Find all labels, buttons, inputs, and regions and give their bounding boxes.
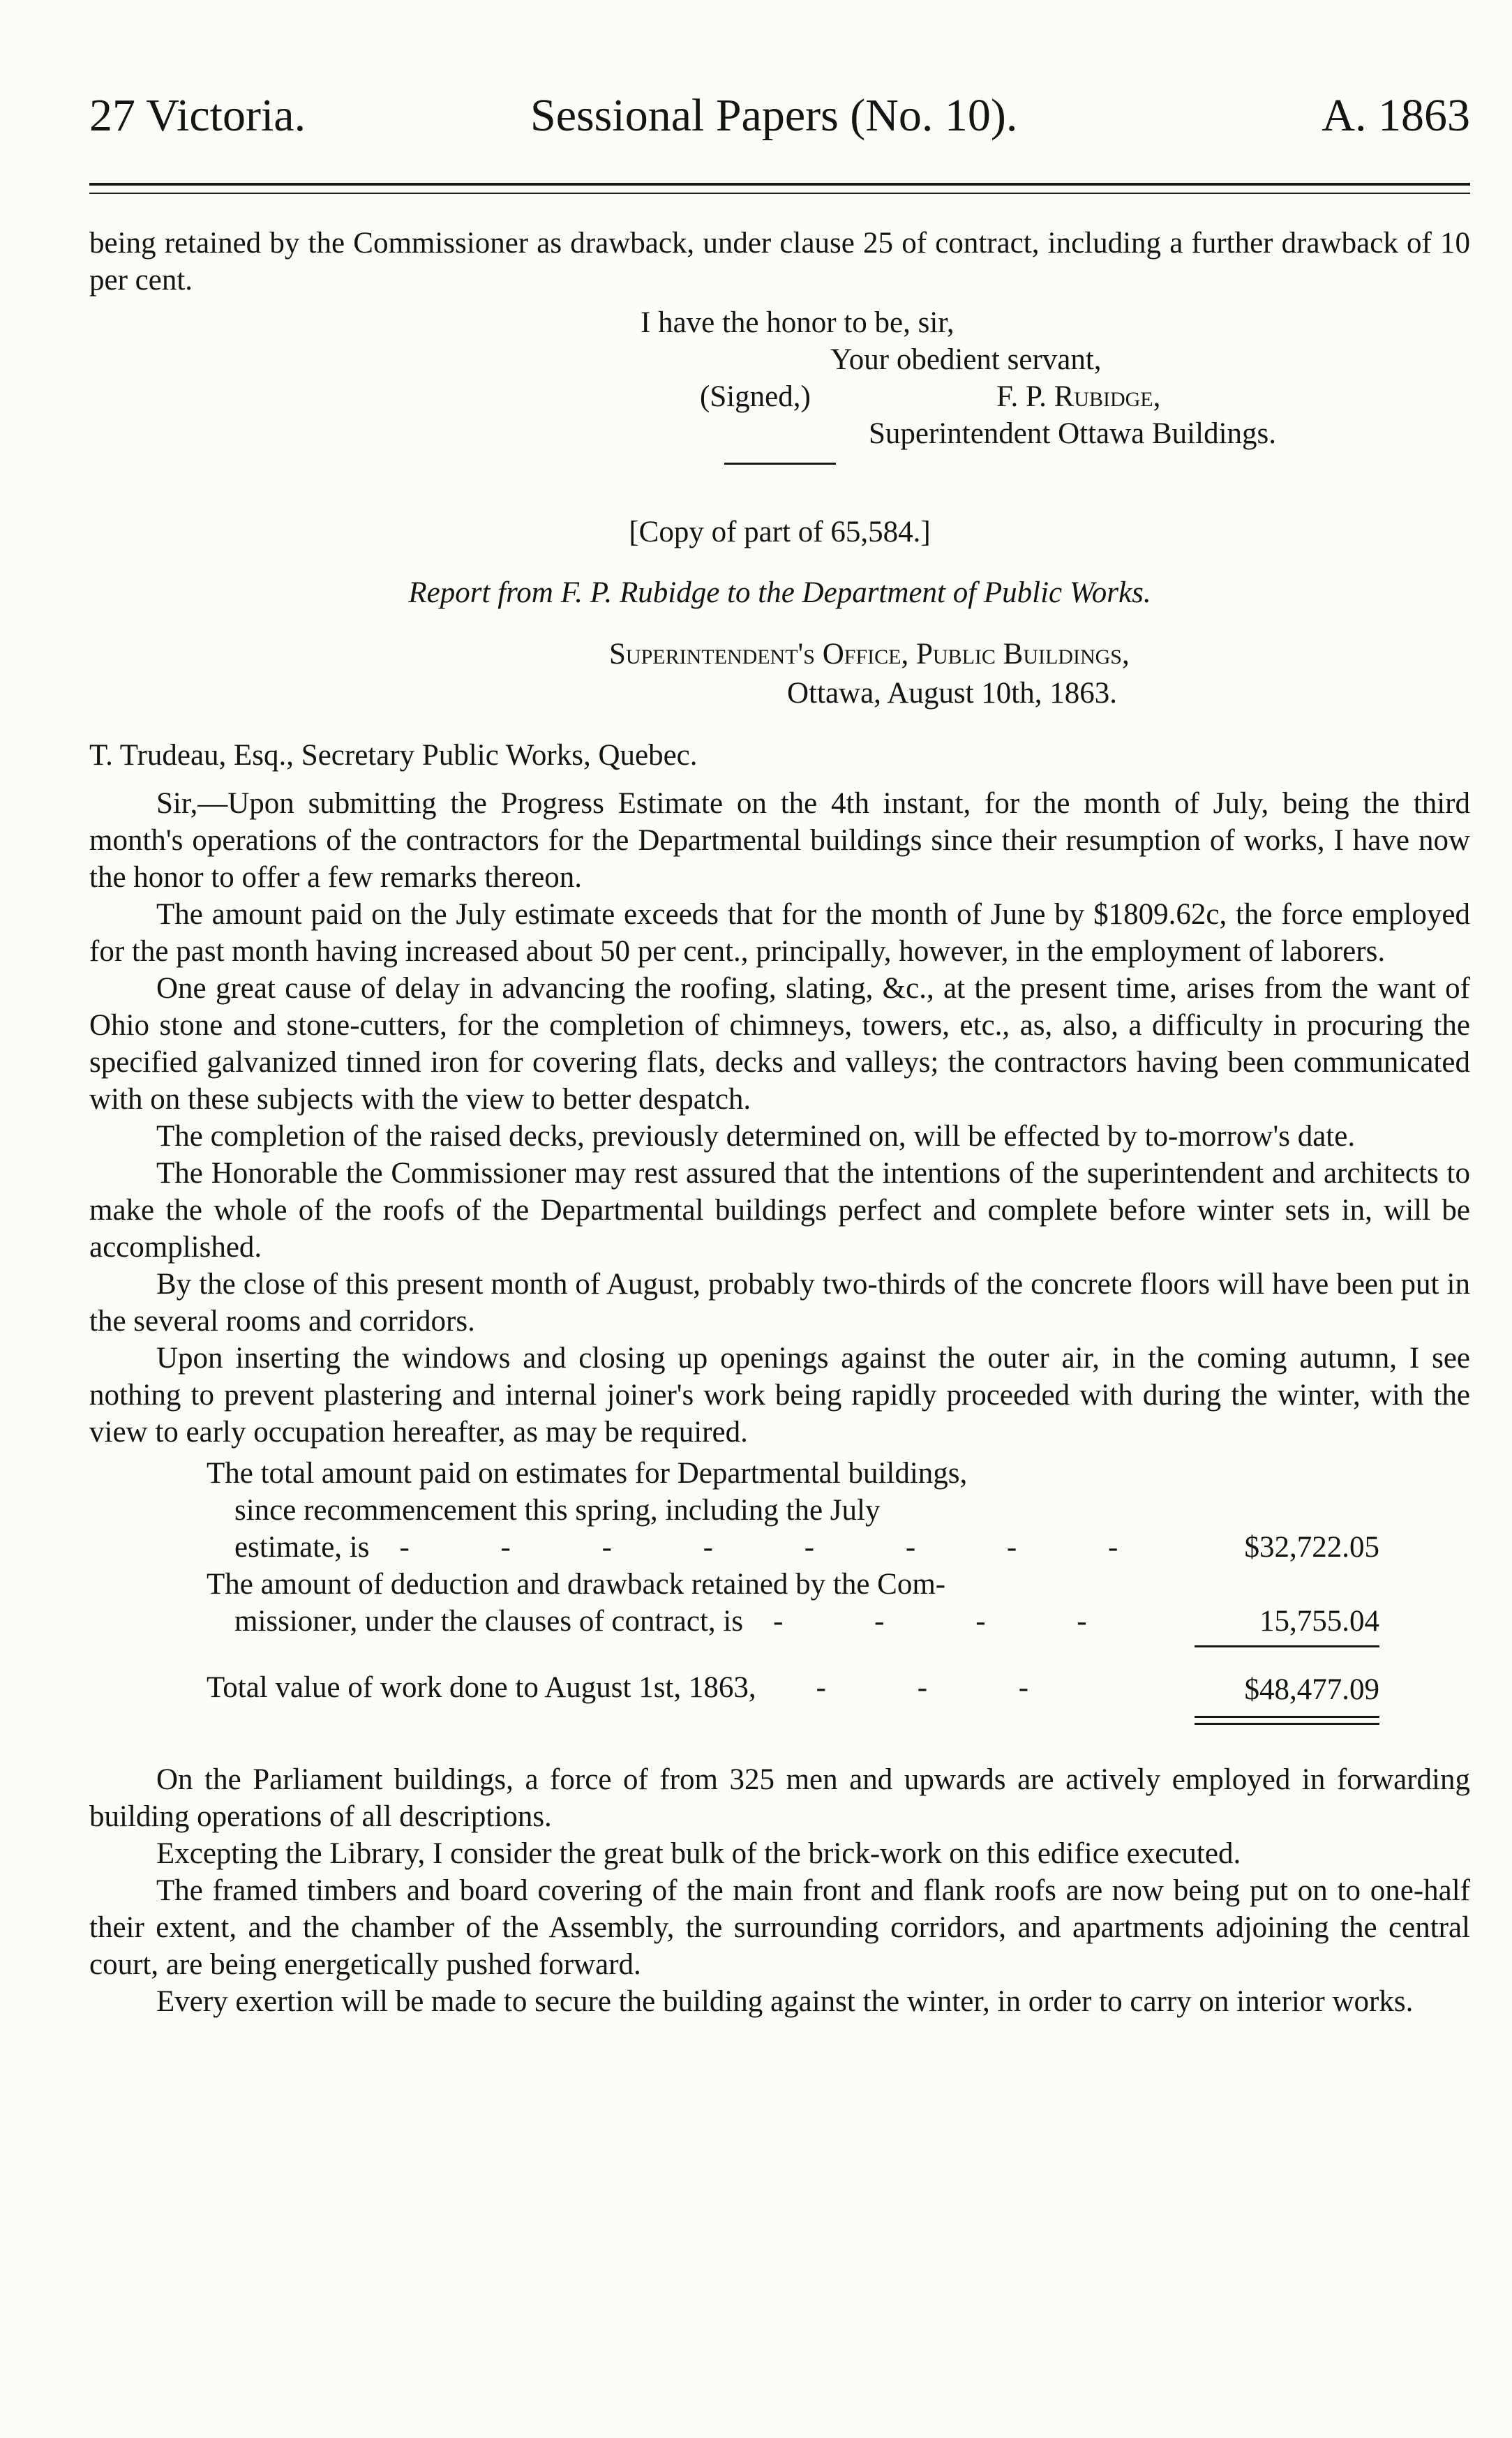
signature-title: Superintendent Ottawa Buildings. bbox=[869, 417, 1277, 450]
ledger-total-leader: - - - bbox=[816, 1671, 1071, 1704]
ledger-total-label: Total value of work done to August 1st, 1863, bbox=[207, 1671, 756, 1704]
paragraph-6: By the close of this present month of August, probably two-thirds of the concrete floors will have been put in the several rooms and corridors. bbox=[89, 1268, 1470, 1338]
copy-note: [Copy of part of 65,584.] bbox=[629, 516, 931, 548]
ledger-row-deduction-leader: - - - - bbox=[773, 1605, 1129, 1638]
header-session: 27 Victoria. bbox=[89, 90, 306, 141]
ledger-amount-deduction: 15,755.04 bbox=[1259, 1605, 1379, 1638]
ledger-row-total bbox=[89, 1669, 1470, 1712]
paragraph-1: Sir,—Upon submitting the Progress Estimate on the 4th instant, for the month of July, being the third month's operations of the contractors for the Departmental buildings since their resumption of works, I have now the honor to offer a few remarks thereon. bbox=[89, 787, 1470, 894]
ledger-row-deduction-line-a: The amount of deduction and drawback retained by the Com- bbox=[207, 1568, 946, 1601]
ledger-total-rule-1 bbox=[1195, 1716, 1379, 1718]
paragraph-10: The framed timbers and board covering of the main front and flank roofs are now being put on to one-half their extent, and the chamber of the Assembly, the surrounding corridors, and apartments adjoining the central court, are being energetically pushed forward. bbox=[89, 1874, 1470, 1981]
opening-paragraph: being retained by the Commissioner as drawback, under clause 25 of contract, including a further drawback of 10 per cent. bbox=[89, 227, 1470, 297]
paragraph-7: Upon inserting the windows and closing up openings against the outer air, in the coming autumn, I see nothing to prevent plastering and internal joiner's work being rapidly proceeded with during the winter, with the view to early occupation hereafter, as may be required. bbox=[89, 1342, 1470, 1449]
signature-signed: (Signed,) bbox=[700, 380, 811, 413]
ledger-row-paid-leader: - - - - - - - - bbox=[399, 1531, 1160, 1564]
document-body bbox=[89, 225, 1470, 2020]
report-title: Report from F. P. Rubidge to the Department of Public Works. bbox=[408, 576, 1151, 609]
header-rule-thin bbox=[89, 193, 1470, 194]
ledger-row-paid-label-end: estimate, is bbox=[234, 1531, 370, 1564]
office-address bbox=[89, 635, 1470, 713]
addressee: T. Trudeau, Esq., Secretary Public Works, Quebec. bbox=[89, 739, 698, 772]
ledger-row-deduction-line-b bbox=[207, 1603, 1240, 1640]
page-header bbox=[89, 75, 1470, 152]
signature-honor: I have the honor to be, sir, bbox=[641, 306, 955, 339]
paragraph-9: Excepting the Library, I consider the great bulk of the brick-work on this edifice executed. bbox=[156, 1837, 1241, 1870]
header-title: Sessional Papers (No. 10). bbox=[530, 90, 1018, 141]
header-year: A. 1863 bbox=[1322, 90, 1470, 141]
ledger-amount-paid: $32,722.05 bbox=[1244, 1531, 1379, 1564]
ledger-table bbox=[89, 1455, 1470, 1712]
ledger-row-paid-line-a: The total amount paid on estimates for Departmental buildings, bbox=[207, 1457, 968, 1490]
signature-servant: Your obedient servant, bbox=[830, 343, 1102, 376]
paragraph-8: On the Parliament buildings, a force of from 325 men and upwards are actively employed in forwarding building operations of all descriptions. bbox=[89, 1763, 1470, 1833]
signature-name: F. P. Rubidge, bbox=[996, 380, 1161, 413]
ledger-row-paid-line-b: since recommencement this spring, including the July bbox=[234, 1494, 881, 1527]
ledger-total-rule-2 bbox=[1195, 1723, 1379, 1725]
header-rule-thick bbox=[89, 183, 1470, 186]
ledger-sum-rule bbox=[1195, 1645, 1379, 1647]
paragraph-2: The amount paid on the July estimate exceeds that for the month of June by $1809.62c, the force employed for the past month having increased about 50 per cent., principally, however, in the employment of laborers. bbox=[89, 898, 1470, 968]
ledger-amount-total: $48,477.09 bbox=[1244, 1673, 1379, 1706]
signature-block bbox=[89, 299, 1470, 504]
office-line-1: Superintendent's Office, Public Buildings, bbox=[609, 638, 1130, 671]
ledger-row-paid bbox=[89, 1455, 1470, 1566]
paragraph-4: The completion of the raised decks, previously determined on, will be effected by to-morrow's date. bbox=[156, 1120, 1356, 1153]
office-line-2: Ottawa, August 10th, 1863. bbox=[787, 677, 1117, 710]
ledger-row-deduction bbox=[89, 1566, 1470, 1640]
paragraph-11: Every exertion will be made to secure the building against the winter, in order to carry on interior works. bbox=[156, 1985, 1414, 2018]
ledger-row-paid-line-c bbox=[207, 1529, 1240, 1566]
ledger-row-deduction-label-end: missioner, under the clauses of contract, is bbox=[234, 1605, 744, 1638]
paragraph-5: The Honorable the Commissioner may rest assured that the intentions of the superintendent and architects to make the whole of the roofs of the Departmental buildings perfect and complete before winter sets in, will be accomplished. bbox=[89, 1157, 1470, 1264]
paragraph-3: One great cause of delay in advancing the roofing, slating, &c., at the present time, arises from the want of Ohio stone and stone-cutters, for the completion of chimneys, towers, etc., as, also, a difficulty in procuring the specified galvanized tinned iron for covering flats, decks and valleys; the contractors having been communicated with on these subjects with the view to better despatch. bbox=[89, 972, 1470, 1116]
